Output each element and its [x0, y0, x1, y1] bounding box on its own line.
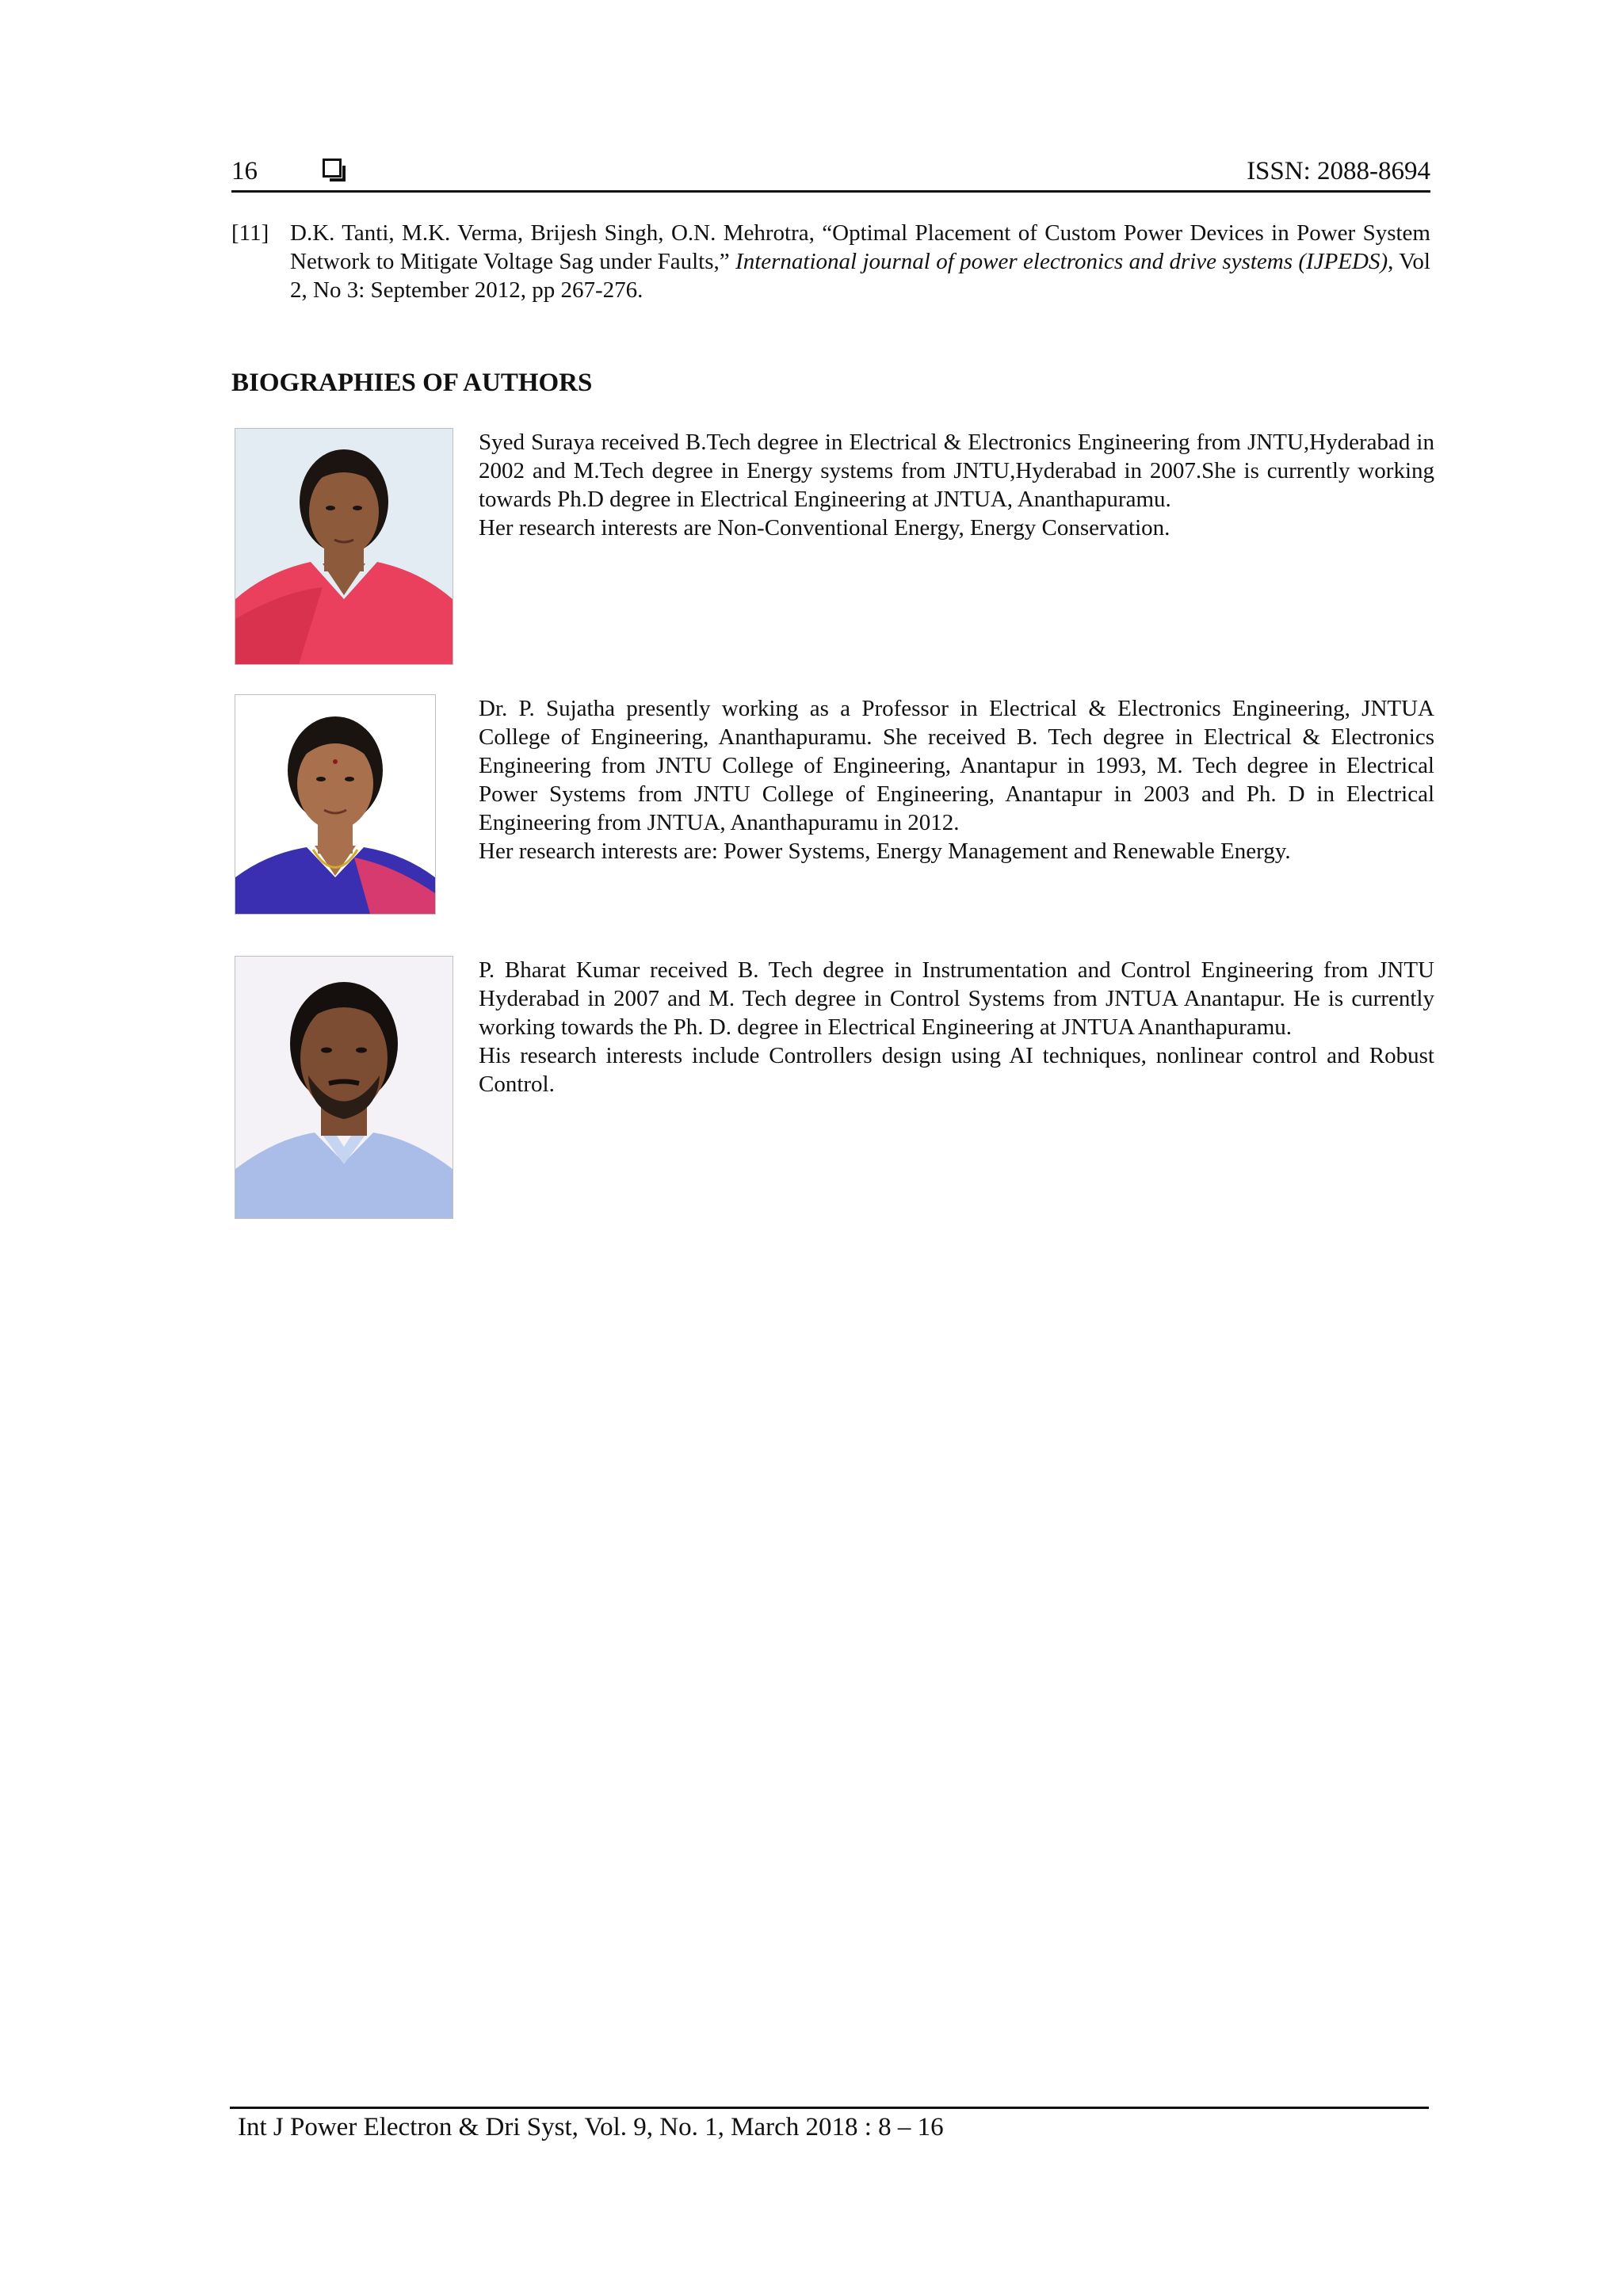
- reference-number: [11]: [231, 220, 269, 246]
- reference-text: [290, 219, 1430, 304]
- author-portrait-icon: [235, 695, 435, 914]
- section-heading: BIOGRAPHIES OF AUTHORS: [231, 369, 593, 397]
- author-photo: [235, 428, 453, 665]
- page-header: [231, 152, 1430, 190]
- footer-citation: Int J Power Electron & Dri Syst, Vol. 9, No. 1, March 2018 : 8 – 16: [238, 2113, 944, 2141]
- author-research-interests: Her research interests are Non-Conventional Energy, Energy Conservation.: [479, 515, 1170, 541]
- author-research-interests: Her research interests are: Power Systems, Energy Management and Renewable Energy.: [479, 839, 1291, 864]
- reference-journal: International journal of power electronics and drive systems (IJPEDS): [735, 249, 1388, 274]
- reference-authors-title: D.K. Tanti, M.K. Verma, Brijesh Singh, O.N. Mehrotra, “Optimal Placement of Custom Power Devices in Power System Network to Mitigate Voltage Sag under Faults,”: [290, 220, 1430, 274]
- author-photo: [235, 694, 436, 915]
- square-bullet-icon: [323, 159, 342, 178]
- reference-volume: , Vol 2, No 3: September 2012, pp 267-276.: [290, 249, 1430, 303]
- author-bio-text: [479, 694, 1434, 865]
- author-portrait-icon: [235, 429, 453, 664]
- author-portrait-icon: [235, 957, 453, 1218]
- author-photo: [235, 956, 453, 1219]
- author-bio-paragraph: Syed Suraya received B.Tech degree in Electrical & Electronics Engineering from JNTU,Hyderabad in 2002 and M.Tech degree in Energy systems from JNTU,Hyderabad in 2007.She is currently working towards Ph.D degree in Electrical Engineering at JNTUA, Ananthapuramu.: [479, 430, 1434, 512]
- author-bio-text: [479, 428, 1434, 542]
- author-bio-text: [479, 956, 1434, 1098]
- page-number: 16: [231, 157, 258, 185]
- issn-label: ISSN: 2088-8694: [1247, 157, 1430, 185]
- author-bio-paragraph: P. Bharat Kumar received B. Tech degree in Instrumentation and Control Engineering from JNTU Hyderabad in 2007 and M. Tech degree in Control Systems from JNTUA Anantapur. He is currently working towards the Ph. D. degree in Electrical Engineering at JNTUA Ananthapuramu.: [479, 957, 1434, 1040]
- author-bio-paragraph: Dr. P. Sujatha presently working as a Professor in Electrical & Electronics Engineering, JNTUA College of Engineering, Ananthapuramu. She received B. Tech degree in Electrical & Electronics Engineering from JNTU College of Engineering, Anantapur in 1993, M. Tech degree in Electrical Power Systems from JNTU College of Engineering, Anantapur in 2003 and Ph. D in Electrical Engineering from JNTUA, Ananthapuramu in 2012.: [479, 696, 1434, 835]
- author-research-interests: His research interests include Controllers design using AI techniques, nonlinear control and Robust Control.: [479, 1043, 1434, 1097]
- header-divider: [231, 190, 1430, 193]
- footer-divider: [230, 2107, 1429, 2109]
